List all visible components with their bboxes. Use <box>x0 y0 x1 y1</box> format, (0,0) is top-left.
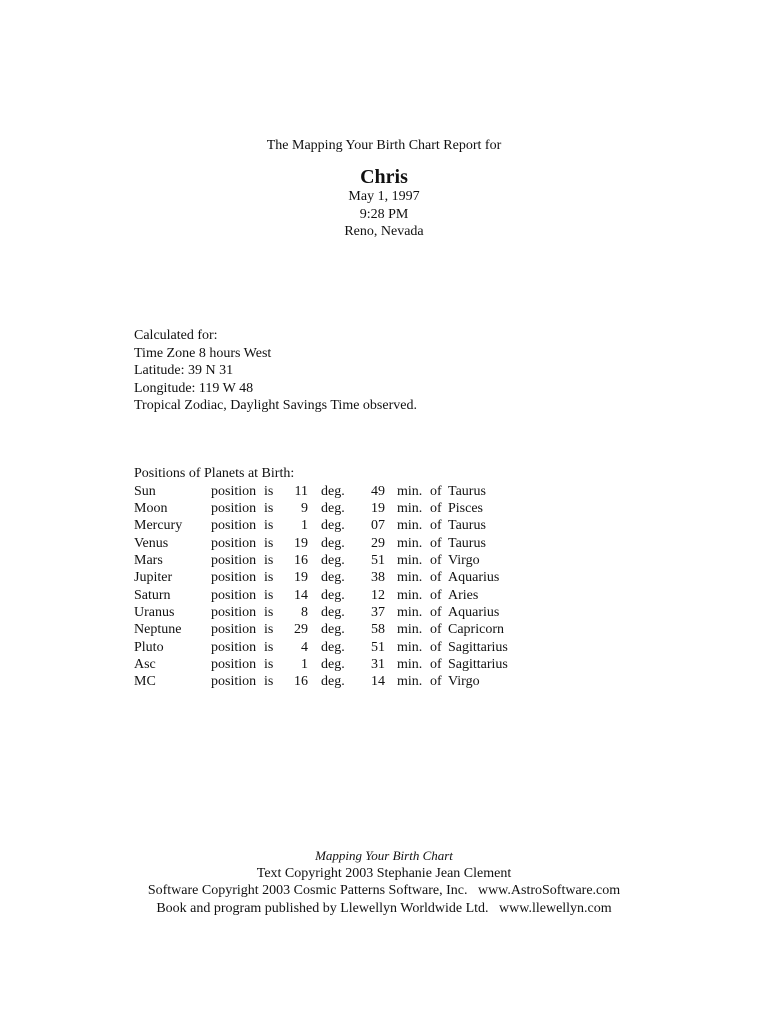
planet-row <box>134 483 508 500</box>
degree-word: deg. <box>321 570 345 586</box>
degree-value: 19 <box>294 535 308 551</box>
position-word: position <box>211 535 257 551</box>
planet-row <box>134 535 508 552</box>
minute-word: min. <box>397 605 423 620</box>
zodiac-sign: Taurus <box>448 483 486 499</box>
degree-value: 11 <box>294 483 308 499</box>
birth-date: May 1, 1997 <box>348 189 420 204</box>
minute-value: 07 <box>371 518 385 534</box>
planet-row <box>134 500 508 517</box>
of-word: of <box>430 622 442 638</box>
is-word: is <box>264 552 274 568</box>
calculation-heading: Calculated for: <box>134 328 218 343</box>
minute-value: 49 <box>371 483 385 499</box>
position-word: position <box>211 657 257 673</box>
planet-row <box>134 621 508 638</box>
degree-value: 9 <box>301 500 308 516</box>
of-word: of <box>430 552 442 568</box>
minute-value: 19 <box>371 500 385 516</box>
planet-row <box>134 552 508 569</box>
time-zone: Time Zone 8 hours West <box>134 345 272 361</box>
planet-name: Mars <box>134 552 163 568</box>
is-word: is <box>264 605 274 620</box>
degree-word: deg. <box>321 483 345 499</box>
planet-name: Asc <box>134 657 156 673</box>
position-word: position <box>211 674 257 690</box>
planet-name: Jupiter <box>134 570 173 586</box>
of-word: of <box>430 657 442 673</box>
is-word: is <box>264 500 274 516</box>
planet-row <box>134 656 508 673</box>
planet-positions-heading: Positions of Planets at Birth: <box>134 466 295 481</box>
planet-row <box>134 569 508 586</box>
planet-name: Moon <box>134 500 168 516</box>
of-word: of <box>430 605 442 620</box>
longitude: Longitude: 119 W 48 <box>134 380 254 396</box>
minute-value: 51 <box>371 639 385 655</box>
minute-value: 51 <box>371 552 385 568</box>
planet-positions <box>134 465 508 691</box>
is-word: is <box>264 518 274 534</box>
position-word: position <box>211 570 257 586</box>
planet-name: Neptune <box>134 622 182 638</box>
position-word: position <box>211 552 257 568</box>
of-word: of <box>430 639 442 655</box>
position-word: position <box>211 605 257 620</box>
position-word: position <box>211 500 257 516</box>
minute-word: min. <box>397 518 423 534</box>
degree-value: 14 <box>294 587 308 603</box>
degree-word: deg. <box>321 605 345 620</box>
degree-word: deg. <box>321 674 345 690</box>
footer <box>0 847 768 917</box>
degree-word: deg. <box>321 657 345 673</box>
minute-value: 14 <box>371 674 385 690</box>
zodiac-sign: Aquarius <box>448 570 500 586</box>
of-word: of <box>430 518 442 534</box>
is-word: is <box>264 622 274 638</box>
minute-value: 12 <box>371 587 385 603</box>
position-word: position <box>211 483 257 499</box>
report-title: The Mapping Your Birth Chart Report for <box>266 138 502 153</box>
position-word: position <box>211 518 257 534</box>
planet-name: Uranus <box>134 605 175 620</box>
degree-word: deg. <box>321 639 345 655</box>
minute-word: min. <box>397 639 423 655</box>
minute-value: 29 <box>371 535 385 551</box>
degree-word: deg. <box>321 552 345 568</box>
degree-word: deg. <box>321 587 345 603</box>
minute-value: 37 <box>371 605 385 620</box>
calculation-details <box>134 327 417 415</box>
of-word: of <box>430 483 442 499</box>
publisher-line: Book and program published by Llewellyn Worldwide Ltd. www.llewellyn.com <box>156 900 612 916</box>
latitude: Latitude: 39 N 31 <box>134 363 234 379</box>
is-word: is <box>264 570 274 586</box>
planet-name: Saturn <box>134 587 171 603</box>
degree-value: 19 <box>294 570 308 586</box>
degree-word: deg. <box>321 622 345 638</box>
degree-value: 16 <box>294 552 308 568</box>
is-word: is <box>264 535 274 551</box>
zodiac-note: Tropical Zodiac, Daylight Savings Time observed. <box>134 398 417 414</box>
birth-time: 9:28 PM <box>359 206 409 222</box>
is-word: is <box>264 657 274 673</box>
birth-place: Reno, Nevada <box>344 224 424 239</box>
minute-value: 58 <box>371 622 385 638</box>
of-word: of <box>430 570 442 586</box>
planet-positions-table <box>134 483 508 691</box>
minute-word: min. <box>397 587 423 603</box>
planet-name: Sun <box>134 483 156 499</box>
of-word: of <box>430 587 442 603</box>
report-header <box>0 137 768 241</box>
minute-word: min. <box>397 570 423 586</box>
degree-word: deg. <box>321 535 345 551</box>
zodiac-sign: Virgo <box>448 674 480 690</box>
planet-row <box>134 604 508 621</box>
planet-name: Mercury <box>134 518 183 534</box>
is-word: is <box>264 483 274 499</box>
zodiac-sign: Taurus <box>448 535 486 551</box>
minute-value: 31 <box>371 657 385 673</box>
minute-word: min. <box>397 674 423 690</box>
planet-name: Venus <box>134 535 169 551</box>
zodiac-sign: Aries <box>448 587 479 603</box>
degree-word: deg. <box>321 518 345 534</box>
degree-word: deg. <box>321 500 345 516</box>
book-title: Mapping Your Birth Chart <box>315 848 453 863</box>
planet-name: Pluto <box>134 639 164 655</box>
zodiac-sign: Sagittarius <box>448 657 508 673</box>
zodiac-sign: Virgo <box>448 552 480 568</box>
position-word: position <box>211 622 257 638</box>
degree-value: 29 <box>294 622 308 638</box>
is-word: is <box>264 639 274 655</box>
minute-word: min. <box>397 657 423 673</box>
text-copyright: Text Copyright 2003 Stephanie Jean Clement <box>256 865 512 881</box>
minute-word: min. <box>397 552 423 568</box>
software-copyright: Software Copyright 2003 Cosmic Patterns Software, Inc. www.AstroSoftware.com <box>147 883 621 898</box>
is-word: is <box>264 674 274 690</box>
of-word: of <box>430 500 442 516</box>
zodiac-sign: Pisces <box>448 500 483 516</box>
minute-value: 38 <box>371 570 385 586</box>
degree-value: 1 <box>301 518 308 534</box>
degree-value: 1 <box>301 657 308 673</box>
zodiac-sign: Taurus <box>448 518 486 534</box>
of-word: of <box>430 674 442 690</box>
planet-row <box>134 639 508 656</box>
minute-word: min. <box>397 622 423 638</box>
minute-word: min. <box>397 500 423 516</box>
degree-value: 8 <box>301 605 308 620</box>
of-word: of <box>430 535 442 551</box>
zodiac-sign: Sagittarius <box>448 639 508 655</box>
person-name: Chris <box>360 166 408 188</box>
planet-row <box>134 517 508 534</box>
zodiac-sign: Capricorn <box>448 622 504 638</box>
degree-value: 4 <box>301 639 308 655</box>
position-word: position <box>211 587 257 603</box>
position-word: position <box>211 639 257 655</box>
minute-word: min. <box>397 483 423 499</box>
minute-word: min. <box>397 535 423 551</box>
planet-row <box>134 673 508 690</box>
is-word: is <box>264 587 274 603</box>
zodiac-sign: Aquarius <box>448 605 500 620</box>
planet-row <box>134 587 508 604</box>
degree-value: 16 <box>294 674 308 690</box>
planet-name: MC <box>134 674 156 690</box>
